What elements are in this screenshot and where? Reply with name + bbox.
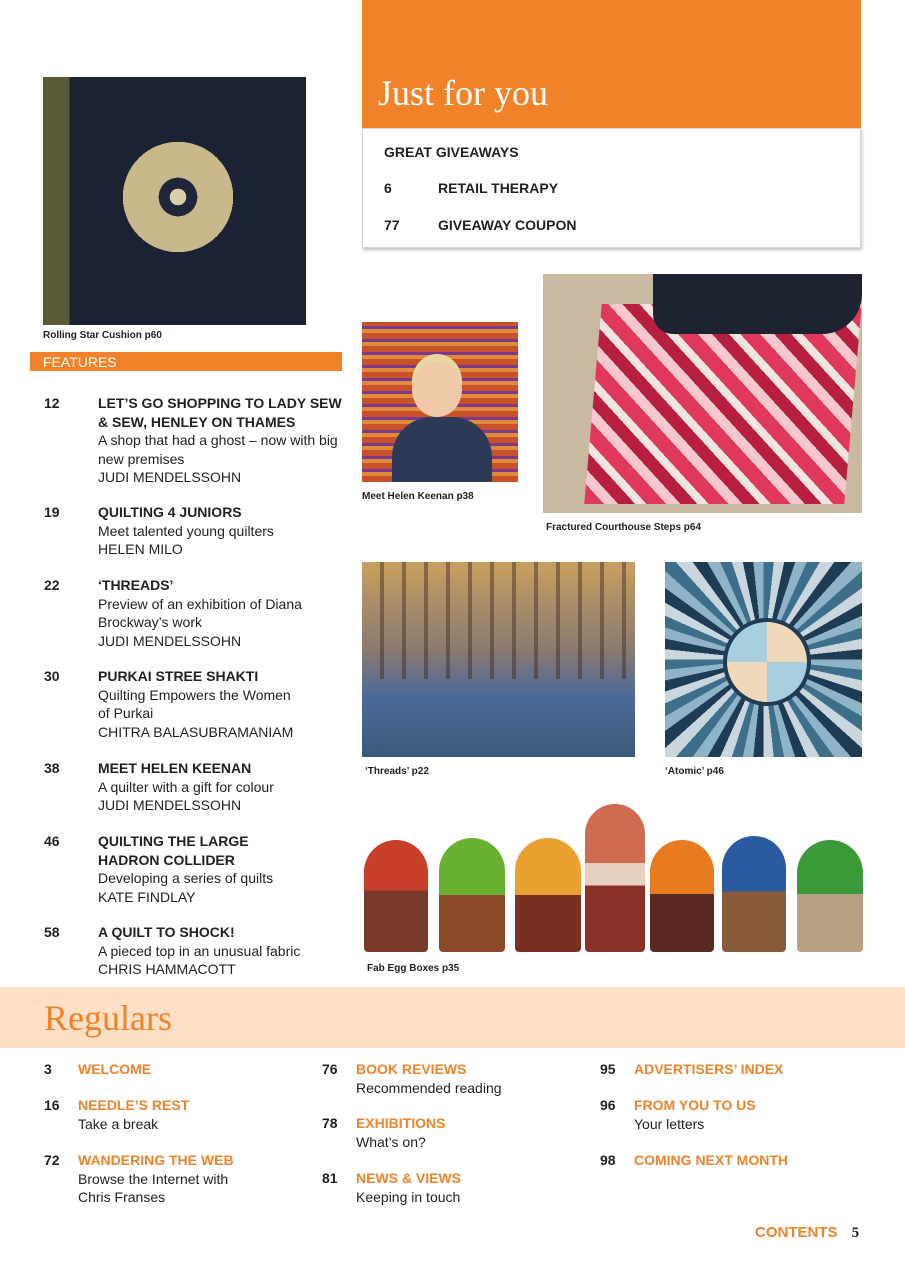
atomic-caption: ‘Atomic’ p46 xyxy=(665,766,724,777)
regular-title: BOOK REVIEWS xyxy=(356,1061,467,1077)
regular-page: 78 xyxy=(322,1115,338,1131)
regular-desc: What’s on? xyxy=(356,1133,426,1150)
feature-desc: Developing a series of quilts xyxy=(98,870,274,886)
threads-photo xyxy=(362,562,635,757)
regular-title: WELCOME xyxy=(78,1061,152,1077)
feature-entry[interactable] xyxy=(44,503,344,559)
regular-page: 95 xyxy=(600,1061,616,1077)
regular-page: 16 xyxy=(44,1097,60,1113)
feature-page: 38 xyxy=(44,760,60,776)
feature-desc: A quilter with a gift for colour xyxy=(98,778,274,795)
feature-desc: Quilting Empowers the Women of Purkai xyxy=(98,686,291,721)
atomic-photo xyxy=(665,562,862,757)
regular-page: 76 xyxy=(322,1061,338,1077)
jfy-item-page: 77 xyxy=(384,217,400,233)
regular-entry[interactable] xyxy=(600,1060,860,1079)
regular-entry[interactable] xyxy=(322,1114,582,1151)
feature-author: JUDI MENDELSSOHN xyxy=(98,469,242,485)
regular-page: 72 xyxy=(44,1152,60,1168)
feature-title: ‘THREADS’ xyxy=(98,577,174,593)
section-name: CONTENTS xyxy=(755,1224,838,1241)
regular-entry[interactable] xyxy=(322,1060,582,1097)
feature-author: CHITRA BALASUBRAMANIAM xyxy=(98,723,294,740)
feature-author: JUDI MENDELSSOHN xyxy=(98,632,242,649)
feature-page: 46 xyxy=(44,833,60,849)
egg-boxes-caption: Fab Egg Boxes p35 xyxy=(367,963,460,974)
regular-page: 98 xyxy=(600,1152,616,1168)
feature-author: CHRIS HAMMACOTT xyxy=(98,961,236,977)
page-footer xyxy=(755,1224,859,1242)
feature-page: 30 xyxy=(44,668,60,684)
jfy-item-label: GIVEAWAY COUPON xyxy=(438,217,577,233)
feature-title: PURKAI STREE SHAKTI xyxy=(98,668,259,684)
regular-page: 81 xyxy=(322,1170,338,1186)
just-for-you-list xyxy=(362,128,861,248)
just-for-you-header xyxy=(362,0,861,128)
feature-author: HELEN MILO xyxy=(98,541,183,557)
feature-title: LET’S GO SHOPPING TO LADY SEW & SEW, HENLEY ON THAMES xyxy=(98,395,342,430)
feature-page: 22 xyxy=(44,577,60,593)
feature-page: 19 xyxy=(44,504,60,520)
cushion-photo xyxy=(43,77,306,325)
feature-title: MEET HELEN KEENAN xyxy=(98,760,252,776)
regular-title: COMING NEXT MONTH xyxy=(634,1152,788,1168)
regular-title: NEWS & VIEWS xyxy=(356,1170,462,1186)
just-for-you-title: Just for you xyxy=(378,73,548,113)
jfy-item-page: 6 xyxy=(384,180,392,196)
regulars-band xyxy=(0,987,905,1048)
regular-entry[interactable] xyxy=(600,1151,860,1170)
regular-desc: Browse the Internet with Chris Franses xyxy=(78,1170,229,1205)
cushion-caption: Rolling Star Cushion p60 xyxy=(43,330,162,341)
feature-desc: Preview of an exhibition of Diana Brockway’s work xyxy=(98,595,302,630)
helen-caption: Meet Helen Keenan p38 xyxy=(362,491,474,502)
regular-entry[interactable] xyxy=(44,1151,244,1207)
regular-desc: Your letters xyxy=(634,1115,705,1132)
threads-caption: ‘Threads’ p22 xyxy=(365,766,429,777)
regular-page: 3 xyxy=(44,1061,52,1077)
page-number: 5 xyxy=(851,1225,860,1241)
features-heading-bar xyxy=(30,352,342,371)
feature-entry[interactable] xyxy=(44,576,304,650)
feature-entry[interactable] xyxy=(44,759,344,815)
regular-entry[interactable] xyxy=(600,1096,860,1133)
fractured-caption: Fractured Courthouse Steps p64 xyxy=(546,522,702,533)
fractured-quilt-photo xyxy=(543,274,862,513)
feature-desc: Meet talented young quilters xyxy=(98,522,274,539)
feature-desc: A shop that had a ghost – now with big new premises xyxy=(98,432,338,467)
feature-entry[interactable] xyxy=(44,832,294,906)
regular-desc: Keeping in touch xyxy=(356,1188,461,1205)
feature-page: 12 xyxy=(44,395,60,411)
regular-entry[interactable] xyxy=(322,1169,582,1206)
feature-entry[interactable] xyxy=(44,923,344,979)
regular-title: EXHIBITIONS xyxy=(356,1115,446,1131)
feature-author: JUDI MENDELSSOHN xyxy=(98,797,242,813)
feature-entry[interactable] xyxy=(44,667,304,741)
feature-author: KATE FINDLAY xyxy=(98,888,196,905)
features-heading: FEATURES xyxy=(43,354,117,370)
feature-title: A QUILT TO SHOCK! xyxy=(98,924,235,940)
regular-entry[interactable] xyxy=(44,1060,304,1079)
regular-title: FROM YOU TO US xyxy=(634,1097,756,1113)
jfy-item[interactable] xyxy=(384,217,576,233)
jfy-item-label: GREAT GIVEAWAYS xyxy=(384,144,519,160)
egg-boxes-photo xyxy=(362,800,865,955)
regular-desc: Recommended reading xyxy=(356,1079,502,1096)
regular-title: ADVERTISERS’ INDEX xyxy=(634,1061,784,1077)
feature-title: QUILTING 4 JUNIORS xyxy=(98,504,242,520)
regular-title: WANDERING THE WEB xyxy=(78,1152,234,1168)
feature-title: QUILTING THE LARGE HADRON COLLIDER xyxy=(98,833,249,868)
helen-photo xyxy=(362,322,518,482)
regular-page: 96 xyxy=(600,1097,616,1113)
feature-page: 58 xyxy=(44,924,60,940)
regulars-heading: Regulars xyxy=(44,998,172,1038)
regular-entry[interactable] xyxy=(44,1096,304,1133)
jfy-item[interactable] xyxy=(384,180,558,196)
regular-title: NEEDLE’S REST xyxy=(78,1097,190,1113)
jfy-item-label: RETAIL THERAPY xyxy=(438,180,559,196)
jfy-item[interactable] xyxy=(384,144,519,160)
feature-entry[interactable] xyxy=(44,394,344,487)
regular-desc: Take a break xyxy=(78,1115,159,1132)
feature-desc: A pieced top in an unusual fabric xyxy=(98,942,301,959)
